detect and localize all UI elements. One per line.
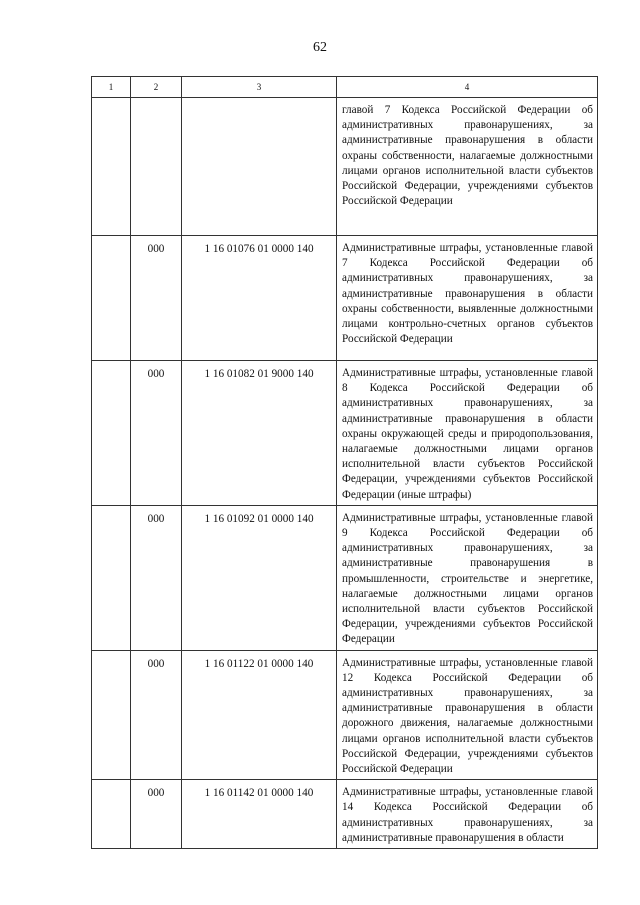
column-header-1: 1 <box>92 77 131 98</box>
admin-code-cell: 000 <box>131 236 182 361</box>
kbk-code-cell: 1 16 01092 01 0000 140 <box>182 505 337 650</box>
blank-cell <box>92 650 131 780</box>
table-row <box>92 98 598 236</box>
blank-cell <box>92 505 131 650</box>
description-cell: Административные штрафы, установленные главой 12 Кодекса Российской Федерации об административных правонарушениях, за административные правонарушения в области дорожного движения, налагаемые должностными лицами органов исполнительной власти субъектов Российской Федерации, учреждениями субъектов Российской Федерации <box>337 650 598 780</box>
description-cell: Административные штрафы, установленные главой 14 Кодекса Российской Федерации об административных правонарушениях, за административные правонарушения в области <box>337 780 598 849</box>
admin-code-cell: 000 <box>131 361 182 506</box>
table-row <box>92 505 598 650</box>
kbk-code-cell: 1 16 01076 01 0000 140 <box>182 236 337 361</box>
blank-cell <box>92 98 131 236</box>
table-row <box>92 236 598 361</box>
admin-code-cell: 000 <box>131 505 182 650</box>
table-row <box>92 361 598 506</box>
admin-code-cell <box>131 98 182 236</box>
description-cell: Административные штрафы, установленные главой 9 Кодекса Российской Федерации об административных правонарушениях, за административные правонарушения в промышленности, строительстве и энергетике, налагаемые должностными лицами органов исполнительной власти субъектов Российской Федерации, учреждениями субъектов Российской Федерации <box>337 505 598 650</box>
column-header-2: 2 <box>131 77 182 98</box>
table-row <box>92 780 598 849</box>
kbk-code-cell <box>182 98 337 236</box>
admin-code-cell: 000 <box>131 780 182 849</box>
description-cell: Административные штрафы, установленные главой 8 Кодекса Российской Федерации об административных правонарушениях, за административные правонарушения в области охраны окружающей среды и природопользования, налагаемые должностными лицами органов исполнительной власти субъектов Российской Федерации, учреждениями субъектов Российской Федерации (иные штрафы) <box>337 361 598 506</box>
blank-cell <box>92 780 131 849</box>
blank-cell <box>92 236 131 361</box>
description-cell: Административные штрафы, установленные главой 7 Кодекса Российской Федерации об административных правонарушениях, за административные правонарушения в области охраны собственности, выявленные должностными лицами контрольно-счетных органов субъектов Российской Федерации <box>337 236 598 361</box>
description-cell: главой 7 Кодекса Российской Федерации об административных правонарушениях, за административные правонарушения в области охраны собственности, налагаемые должностными лицами органов исполнительной власти субъектов Российской Федерации, учреждениями субъектов Российской Федерации <box>337 98 598 236</box>
kbk-code-cell: 1 16 01122 01 0000 140 <box>182 650 337 780</box>
column-header-4: 4 <box>337 77 598 98</box>
kbk-code-cell: 1 16 01082 01 9000 140 <box>182 361 337 506</box>
blank-cell <box>92 361 131 506</box>
table-row <box>92 650 598 780</box>
page-number: 62 <box>313 40 327 55</box>
admin-code-cell: 000 <box>131 650 182 780</box>
kbk-code-cell: 1 16 01142 01 0000 140 <box>182 780 337 849</box>
table-header-row <box>92 77 598 98</box>
budget-classification-table <box>91 76 598 849</box>
column-header-3: 3 <box>182 77 337 98</box>
